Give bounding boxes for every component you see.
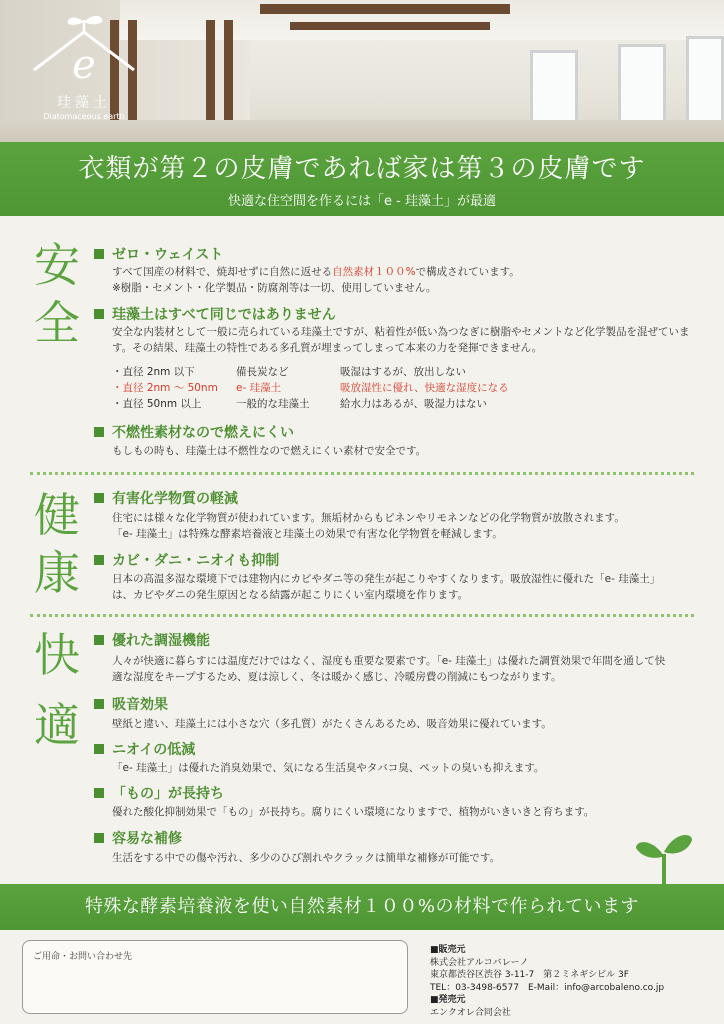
kanji-char: 安 [34,238,80,292]
brand-logo [28,12,140,130]
text-run: で構成されています。 [415,266,520,278]
section-divider [30,614,694,617]
table-cell: ・直径 50nm 以上 [112,398,202,410]
item-title: 吸音効果 [112,697,168,713]
item-title: 有害化学物質の軽減 [112,491,238,507]
square-bullet-icon [94,249,104,259]
item-title: カビ・ダニ・ニオイも抑制 [112,553,280,569]
table-cell: 給水力はあるが、吸湿力はない [340,398,487,410]
window [686,36,724,128]
body-line: は、カビやダニの発生原因となる結露が起こりにくい室内環境を作ります。 [112,589,469,601]
logo-brand: 珪藻土 [57,95,111,111]
square-bullet-icon [94,699,104,709]
item-heading [94,422,294,442]
body-line: ※樹脂・セメント・化学製品・防腐剤等は一切、使用していません。 [112,282,437,294]
seller-info [430,944,720,1019]
highlight-text: 自然素材１００% [332,266,416,278]
square-bullet-icon [94,788,104,798]
table-cell: e- 珪藻土 [236,382,282,394]
item-body [112,653,702,685]
item-heading [94,694,168,714]
headline: 衣類が第２の皮膚であれば家は第３の皮膚です [78,154,646,184]
item-body [112,510,702,542]
item-heading [94,488,238,508]
item-body: 優れた酸化抑制効果で「もの」が長持ち。腐りにくい環境になりますで、植物がいきいきと育ちます。 [112,806,595,818]
square-bullet-icon [94,309,104,319]
item-title: ゼロ・ウェイスト [112,247,224,263]
kanji-char: 全 [34,296,80,350]
item-body [112,264,702,296]
table-cell: 一般的な珪藻土 [236,398,310,410]
hero-photo [0,0,724,142]
body-line: 「e- 珪藻土」は特殊な酵素培養液と珪藻土の効果で有害な化学物質を軽減します。 [112,528,503,540]
item-heading [94,630,210,650]
seller-contact: TEL：03-3498-6577 E-Mail：info@arcobaleno.co.jp [430,982,665,993]
seller-name: 株式会社アルコバレーノ [430,957,529,968]
seller-heading: ■販売元 [430,945,466,955]
subheadline: 快適な住空間を作るには「e - 珪藻土」が最適 [228,194,496,209]
text-run: すべて国産の材料で、焼却せずに自然に返せる [112,266,333,278]
item-body: 「e- 珪藻土」は優れた消臭効果で、気になる生活臭やタバコ臭、ペットの臭いも抑えます。 [112,762,545,774]
item-heading [94,828,182,848]
item-heading [94,739,195,759]
square-bullet-icon [94,744,104,754]
square-bullet-icon [94,493,104,503]
body-line: 日本の高温多湿な環境下では建物内にカビやダニ等の発生が起こりやすくなります。吸放湿性に優れた「e- 珪藻土」 [112,573,661,585]
contact-label: ご用命・お問い合わせ先 [33,952,133,962]
item-body: 安全な内装材として一般に売られている珪藻土ですが、粘着性が低い為つなぎに樹脂やセメントなど化学製品を混ぜています。その結果、珪藻土の特性である多孔質が埋まってしまって本来の力を発揮できません。 [112,326,690,354]
square-bullet-icon [94,427,104,437]
ceiling-beam [290,22,490,30]
item-title: 不燃性素材なので燃えにくい [112,425,294,441]
maker-name: エンクオレ合同会社 [430,1007,511,1018]
item-title: 容易な補修 [112,831,182,847]
item-title: ニオイの低減 [112,742,196,758]
kanji-char: 快 [34,628,80,682]
ceiling-beam [260,4,510,14]
maker-heading: ■発売元 [430,995,466,1005]
logo-english: Diatomaceous earth [43,112,125,121]
table-cell: ・直径 2nm ～ 50nm [112,382,218,394]
kanji-char: 適 [34,698,80,752]
item-body: 生活をする中での傷や汚れ、多少のひび割れやクラックは簡単な補修が可能です。 [112,852,501,864]
table-cell: ・直径 2nm 以下 [112,366,195,378]
item-heading [94,550,279,570]
contact-box [22,940,408,1014]
bottom-banner: 特殊な酵素培養液を使い自然素材１００%の材料で作られています [0,884,724,930]
sprout-icon [634,828,694,884]
item-title: 優れた調湿機能 [112,633,210,649]
body-line [112,264,702,280]
svg-text:e: e [72,42,96,88]
item-body: もしもの時も、珪藻土は不燃性なので燃えにくい素材で安全です。 [112,445,427,457]
kanji-char: 健 [34,488,80,542]
item-body: 壁紙と違い、珪藻土には小さな穴（多孔質）がたくさんあるため、吸音効果に優れています。 [112,718,552,730]
section-kanji-comfort [30,626,84,754]
item-heading [94,244,223,264]
square-bullet-icon [94,555,104,565]
top-banner [0,142,724,216]
body-line: 適な湿度をキープするため、夏は涼しく、冬は暖かく感じ、冷暖房費の削減にもつながります。 [112,671,562,683]
house-sprout-icon [28,12,140,92]
table-cell: 吸放湿性に優れ、快適な湿度になる [340,382,509,394]
item-heading [94,304,336,324]
square-bullet-icon [94,635,104,645]
body-line: 住宅には様々な化学物質が使われています。無垢材からもピネンやリモネンなどの化学物質が放散されます。 [112,512,625,524]
item-title: 「もの」が長持ち [112,786,224,802]
table-cell: 吸湿はするが、放出しない [340,366,466,378]
table-cell: 備長炭など [236,366,289,378]
body-line: 人々が快適に暮らすには温度だけではなく、湿度も重要な要素です。「e- 珪藻土」は優れた調質効果で年間を通して快 [112,655,666,667]
item-body [112,571,702,603]
section-kanji-health [30,486,84,602]
item-heading [94,783,224,803]
item-title: 珪藻土はすべて同じではありません [112,307,336,323]
seller-address: 東京都渋谷区渋谷 3-11-7 第２ミネギシビル 3F [430,970,629,980]
section-divider [30,472,694,475]
kanji-char: 康 [34,546,80,600]
square-bullet-icon [94,833,104,843]
section-kanji-safety [30,236,84,352]
